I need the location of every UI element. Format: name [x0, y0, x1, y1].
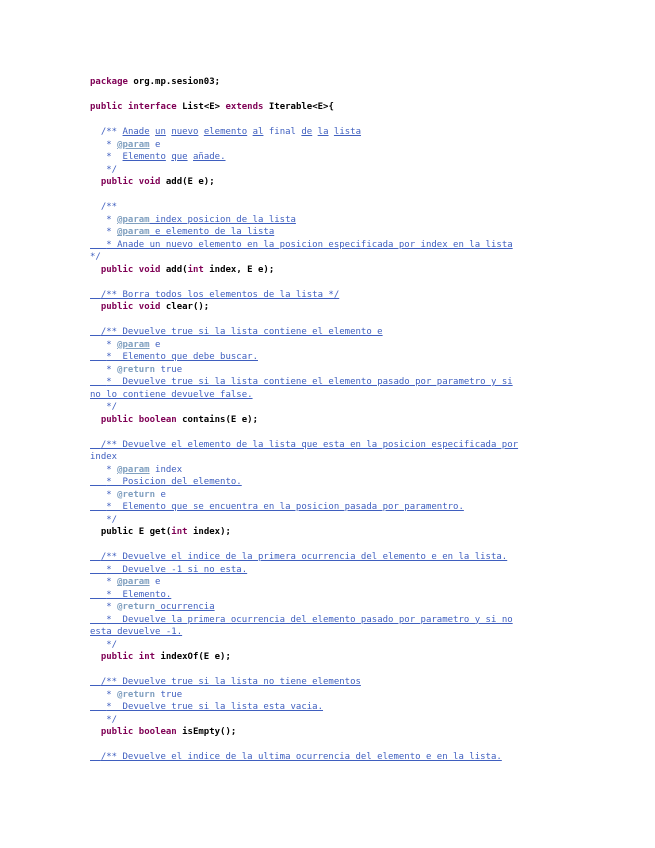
javadoc-line: * @return true	[90, 364, 183, 375]
javadoc-line: * Elemento que añade.	[106, 152, 226, 162]
javadoc-line: /** Borra todos los elementos de la lista */	[100, 289, 340, 300]
javadoc-line: /** Anade un nuevo elemento al final de la lista	[100, 127, 362, 137]
javadoc-line: * @return e	[90, 489, 166, 500]
keyword: package	[90, 77, 128, 87]
javadoc-line: /** Devuelve el elemento de la lista que esta en la posicion especificada por	[100, 439, 519, 450]
keyword: extends	[225, 102, 264, 112]
javadoc-line: index	[90, 452, 118, 462]
javadoc-line: * Anade un nuevo elemento en la posicion especificada por index en la lista	[106, 239, 513, 250]
parent-type: Iterable<E>{	[268, 102, 334, 112]
javadoc-line: */	[90, 252, 101, 262]
javadoc-line: /** Devuelve true si la lista contiene el elemento e	[100, 327, 383, 337]
javadoc-line: no lo contiene devuelve false.	[90, 389, 253, 400]
javadoc-line: * @param e	[90, 577, 161, 587]
javadoc-line: */	[106, 514, 118, 525]
method-signature: public boolean contains(E e);	[100, 414, 258, 425]
javadoc-line: */	[106, 714, 118, 725]
javadoc-line: * @return ocurrencia	[90, 602, 215, 612]
javadoc-line: /** Devuelve el indice de la primera ocurrencia del elemento e en la lista.	[100, 552, 508, 562]
keyword: public	[90, 102, 123, 112]
javadoc-line: * @param e elemento de la lista	[90, 227, 275, 237]
javadoc-line: * Devuelve true si la lista esta vacia.	[106, 702, 324, 712]
package-line	[90, 76, 560, 89]
javadoc-line: * Devuelve true si la lista contiene el elemento pasado por parametro y si	[106, 377, 513, 387]
javadoc-line: * @param index posicion de la lista	[90, 214, 296, 225]
method-signature: public void clear();	[100, 302, 210, 312]
javadoc-line: * @return true	[90, 689, 183, 700]
method-signature: public E get(int index);	[100, 527, 231, 537]
javadoc-line: */	[106, 402, 118, 412]
method-signature: public void add(E e);	[100, 177, 215, 187]
javadoc-line: * Devuelve -1 si no esta.	[106, 564, 248, 575]
javadoc-line: * Elemento que se encuentra en la posicion pasada por paramentro.	[106, 502, 464, 512]
method-signature: public void add(int index, E e);	[100, 264, 275, 275]
javadoc-line: */	[106, 639, 118, 650]
package-name: org.mp.sesion03;	[133, 77, 221, 87]
keyword: interface	[127, 102, 177, 112]
java-source-listing	[90, 76, 560, 764]
interface-name: List<E>	[182, 102, 221, 112]
javadoc-line: * @param e	[90, 139, 161, 150]
javadoc-line: /**	[100, 202, 118, 212]
method-signature: public boolean isEmpty();	[100, 727, 237, 737]
method-signature: public int indexOf(E e);	[100, 652, 231, 662]
javadoc-line: /** Devuelve el indice de la ultima ocurrencia del elemento e en la lista.	[100, 752, 502, 762]
javadoc-line: * @param e	[90, 339, 161, 350]
javadoc-line: /** Devuelve true si la lista no tiene elementos	[100, 677, 361, 687]
javadoc-line: * Elemento.	[106, 589, 172, 600]
javadoc-line: */	[106, 164, 118, 175]
javadoc-line: * @param index	[90, 464, 183, 475]
javadoc-line: * Devuelve la primera ocurrencia del elemento pasado por parametro y si no	[106, 614, 513, 625]
javadoc-line: esta devuelve -1.	[90, 627, 183, 637]
javadoc-line: * Posicion del elemento.	[106, 477, 242, 487]
interface-declaration	[90, 101, 560, 114]
javadoc-line: * Elemento que debe buscar.	[106, 352, 258, 362]
